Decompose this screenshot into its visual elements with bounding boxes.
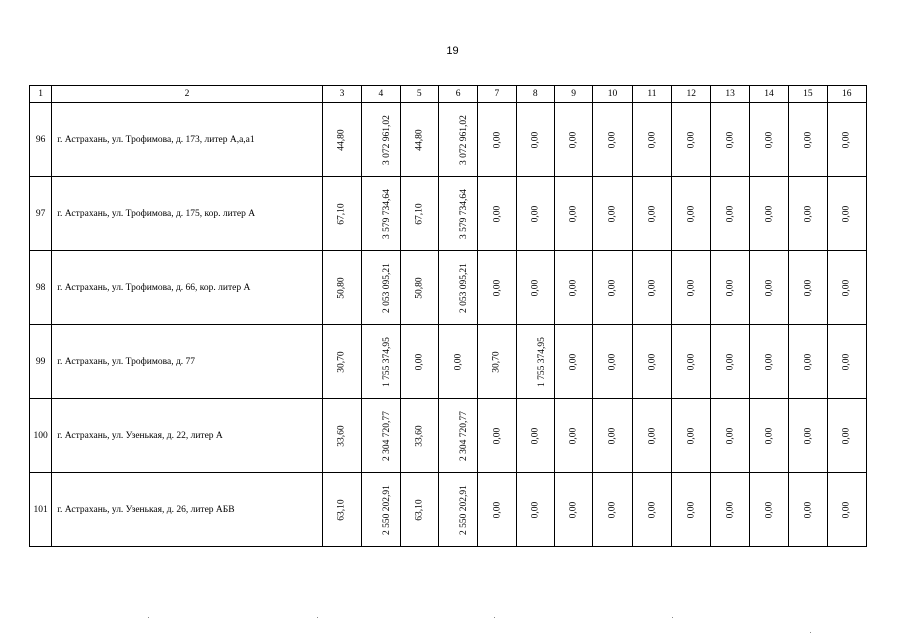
table-row (30, 399, 867, 473)
value-text: 0,00 (841, 353, 852, 370)
value-text: 0,00 (568, 353, 579, 370)
value-cell-c16 (827, 103, 866, 177)
value-text: 0,00 (646, 501, 657, 518)
value-text: 0,00 (802, 501, 813, 518)
value-cell-c11 (632, 251, 671, 325)
value-cell-c6 (438, 325, 477, 399)
row-number: 97 (30, 177, 52, 251)
value-text: 0,00 (491, 205, 502, 222)
value-text: 0,00 (841, 427, 852, 444)
col-header: 12 (672, 86, 711, 103)
value-text: 0,00 (607, 131, 618, 148)
value-cell-c13 (711, 251, 749, 325)
value-cell-c8 (516, 103, 554, 177)
scan-speck (810, 632, 811, 633)
address-cell: г. Астрахань, ул. Узенькая, д. 26, литер АБВ (52, 473, 323, 547)
value-cell-c5 (400, 177, 438, 251)
value-cell-c4 (362, 399, 400, 473)
value-cell-c6 (438, 103, 477, 177)
value-text: 0,00 (725, 353, 736, 370)
value-text: 0,00 (686, 501, 697, 518)
value-text: 0,00 (568, 501, 579, 518)
value-text: 0,00 (802, 131, 813, 148)
value-text: 0,00 (607, 353, 618, 370)
col-header: 2 (52, 86, 323, 103)
value-text: 63,10 (336, 498, 347, 521)
value-cell-c7 (478, 325, 516, 399)
value-cell-c13 (711, 399, 749, 473)
value-cell-c8 (516, 473, 554, 547)
value-cell-c12 (672, 177, 711, 251)
value-text: 0,00 (764, 427, 774, 444)
value-text: 0,00 (764, 279, 774, 296)
value-cell-c6 (438, 473, 477, 547)
value-text: 2 550 202,91 (458, 484, 469, 535)
table-row (30, 103, 867, 177)
value-text: 0,00 (841, 501, 852, 518)
address-cell: г. Астрахань, ул. Узенькая, д. 22, литер А (52, 399, 323, 473)
value-cell-c16 (827, 325, 866, 399)
value-text: 0,00 (607, 205, 618, 222)
value-text: 0,00 (841, 131, 852, 148)
value-cell-c8 (516, 251, 554, 325)
value-text: 3 072 961,02 (458, 114, 469, 165)
value-text: 0,00 (764, 131, 774, 148)
value-cell-c12 (672, 399, 711, 473)
address-cell: г. Астрахань, ул. Трофимова, д. 66, кор. литер А (52, 251, 323, 325)
value-cell-c13 (711, 103, 749, 177)
value-cell-c7 (478, 473, 516, 547)
table-row (30, 325, 867, 399)
page-number: 19 (446, 45, 459, 57)
value-cell-c12 (672, 251, 711, 325)
value-text: 63,10 (414, 498, 425, 521)
row-number: 98 (30, 251, 52, 325)
value-text: 3 579 734,64 (382, 188, 393, 239)
value-text: 0,00 (491, 279, 502, 296)
value-cell-c3 (322, 325, 361, 399)
value-text: 0,00 (530, 205, 541, 222)
value-cell-c4 (362, 103, 400, 177)
col-header: 4 (362, 86, 400, 103)
value-text: 0,00 (725, 131, 736, 148)
value-cell-c9 (554, 177, 592, 251)
value-cell-c5 (400, 325, 438, 399)
value-cell-c5 (400, 251, 438, 325)
value-text: 0,00 (491, 501, 502, 518)
value-cell-c14 (749, 251, 788, 325)
value-cell-c13 (711, 325, 749, 399)
value-text: 33,60 (414, 424, 425, 447)
value-cell-c16 (827, 473, 866, 547)
value-text: 0,00 (686, 279, 697, 296)
value-cell-c11 (632, 399, 671, 473)
col-header: 5 (400, 86, 438, 103)
value-cell-c14 (749, 325, 788, 399)
col-header: 7 (478, 86, 516, 103)
value-text: 0,00 (414, 353, 425, 370)
value-cell-c16 (827, 251, 866, 325)
value-cell-c9 (554, 399, 592, 473)
value-text: 0,00 (802, 205, 813, 222)
value-cell-c3 (322, 177, 361, 251)
value-text: 0,00 (686, 353, 697, 370)
value-cell-c11 (632, 177, 671, 251)
value-cell-c9 (554, 325, 592, 399)
value-text: 0,00 (530, 131, 541, 148)
value-cell-c4 (362, 325, 400, 399)
value-text: 3 579 734,64 (458, 188, 469, 239)
value-cell-c7 (478, 399, 516, 473)
value-cell-c13 (711, 177, 749, 251)
value-text: 1 755 374,95 (382, 336, 393, 387)
value-text: 0,00 (802, 427, 813, 444)
value-cell-c3 (322, 399, 361, 473)
value-text: 2 053 095,21 (458, 262, 469, 313)
value-cell-c9 (554, 473, 592, 547)
value-text: 0,00 (568, 427, 579, 444)
value-cell-c9 (554, 251, 592, 325)
value-cell-c11 (632, 103, 671, 177)
value-text: 67,10 (414, 202, 425, 225)
value-cell-c15 (789, 325, 827, 399)
value-cell-c7 (478, 103, 516, 177)
value-text: 2 304 720,77 (382, 410, 393, 461)
value-text: 0,00 (764, 353, 774, 370)
col-header: 8 (516, 86, 554, 103)
address-cell: г. Астрахань, ул. Трофимова, д. 173, литер А,а,а1 (52, 103, 323, 177)
col-header: 9 (554, 86, 592, 103)
value-text: 0,00 (607, 427, 618, 444)
scan-speck (672, 617, 673, 618)
scan-speck (317, 617, 318, 618)
value-text: 0,00 (646, 279, 657, 296)
value-cell-c11 (632, 473, 671, 547)
value-text: 50,80 (336, 276, 347, 299)
value-cell-c12 (672, 325, 711, 399)
value-cell-c6 (438, 399, 477, 473)
value-text: 0,00 (725, 501, 736, 518)
col-header: 13 (711, 86, 749, 103)
value-cell-c9 (554, 103, 592, 177)
table-row (30, 473, 867, 547)
value-cell-c10 (593, 103, 632, 177)
value-text: 44,80 (414, 128, 425, 151)
value-cell-c8 (516, 399, 554, 473)
value-text: 0,00 (607, 501, 618, 518)
value-text: 2 550 202,91 (382, 484, 393, 535)
value-cell-c3 (322, 473, 361, 547)
table-row (30, 251, 867, 325)
value-cell-c8 (516, 177, 554, 251)
value-cell-c10 (593, 399, 632, 473)
value-text: 0,00 (530, 279, 541, 296)
value-cell-c4 (362, 177, 400, 251)
col-header: 6 (438, 86, 477, 103)
value-text: 30,70 (336, 350, 347, 373)
value-cell-c14 (749, 399, 788, 473)
value-cell-c7 (478, 177, 516, 251)
value-text: 0,00 (530, 427, 541, 444)
value-text: 0,00 (725, 205, 736, 222)
scan-speck (148, 617, 149, 618)
value-cell-c3 (322, 251, 361, 325)
value-cell-c10 (593, 473, 632, 547)
value-cell-c13 (711, 473, 749, 547)
address-cell: г. Астрахань, ул. Трофимова, д. 77 (52, 325, 323, 399)
value-cell-c5 (400, 103, 438, 177)
value-text: 0,00 (568, 131, 579, 148)
address-cell: г. Астрахань, ул. Трофимова, д. 175, кор. литер А (52, 177, 323, 251)
value-text: 0,00 (607, 279, 618, 296)
value-cell-c16 (827, 399, 866, 473)
value-text: 0,00 (725, 427, 736, 444)
value-text: 0,00 (802, 353, 813, 370)
value-text: 0,00 (764, 501, 774, 518)
value-cell-c7 (478, 251, 516, 325)
value-text: 0,00 (453, 353, 464, 370)
value-text: 33,60 (336, 424, 347, 447)
value-text: 0,00 (686, 427, 697, 444)
value-cell-c10 (593, 177, 632, 251)
value-cell-c5 (400, 473, 438, 547)
value-text: 0,00 (646, 353, 657, 370)
value-text: 0,00 (646, 427, 657, 444)
col-header: 10 (593, 86, 632, 103)
value-cell-c15 (789, 251, 827, 325)
value-text: 67,10 (336, 202, 347, 225)
header-row (30, 86, 867, 103)
value-cell-c3 (322, 103, 361, 177)
value-cell-c14 (749, 103, 788, 177)
col-header: 16 (827, 86, 866, 103)
value-text: 0,00 (764, 205, 774, 222)
scan-speck (494, 617, 495, 618)
value-cell-c14 (749, 473, 788, 547)
value-text: 2 053 095,21 (382, 262, 393, 313)
register-table (29, 85, 867, 547)
value-cell-c10 (593, 325, 632, 399)
value-text: 0,00 (686, 205, 697, 222)
value-text: 0,00 (568, 205, 579, 222)
value-text: 44,80 (336, 128, 347, 151)
value-cell-c6 (438, 177, 477, 251)
table-row (30, 177, 867, 251)
value-text: 0,00 (802, 279, 813, 296)
value-cell-c12 (672, 473, 711, 547)
value-text: 0,00 (646, 205, 657, 222)
value-text: 50,80 (414, 276, 425, 299)
value-cell-c16 (827, 177, 866, 251)
value-cell-c10 (593, 251, 632, 325)
value-cell-c5 (400, 399, 438, 473)
value-cell-c14 (749, 177, 788, 251)
value-cell-c11 (632, 325, 671, 399)
value-cell-c15 (789, 399, 827, 473)
value-text: 0,00 (646, 131, 657, 148)
value-cell-c6 (438, 251, 477, 325)
value-cell-c15 (789, 103, 827, 177)
value-text: 0,00 (686, 131, 697, 148)
value-text: 0,00 (491, 131, 502, 148)
row-number: 100 (30, 399, 52, 473)
value-cell-c8 (516, 325, 554, 399)
value-text: 0,00 (725, 279, 736, 296)
value-text: 1 755 374,95 (536, 336, 547, 387)
value-text: 2 304 720,77 (458, 410, 469, 461)
col-header: 1 (30, 86, 52, 103)
value-text: 0,00 (491, 427, 502, 444)
value-cell-c15 (789, 177, 827, 251)
value-cell-c4 (362, 473, 400, 547)
value-text: 0,00 (841, 205, 852, 222)
col-header: 15 (789, 86, 827, 103)
value-text: 0,00 (568, 279, 579, 296)
row-number: 101 (30, 473, 52, 547)
value-text: 3 072 961,02 (382, 114, 393, 165)
value-cell-c12 (672, 103, 711, 177)
col-header: 3 (322, 86, 361, 103)
row-number: 96 (30, 103, 52, 177)
value-text: 0,00 (530, 501, 541, 518)
value-text: 30,70 (491, 350, 502, 373)
value-cell-c15 (789, 473, 827, 547)
col-header: 11 (632, 86, 671, 103)
value-text: 0,00 (841, 279, 852, 296)
value-cell-c4 (362, 251, 400, 325)
row-number: 99 (30, 325, 52, 399)
col-header: 14 (749, 86, 788, 103)
